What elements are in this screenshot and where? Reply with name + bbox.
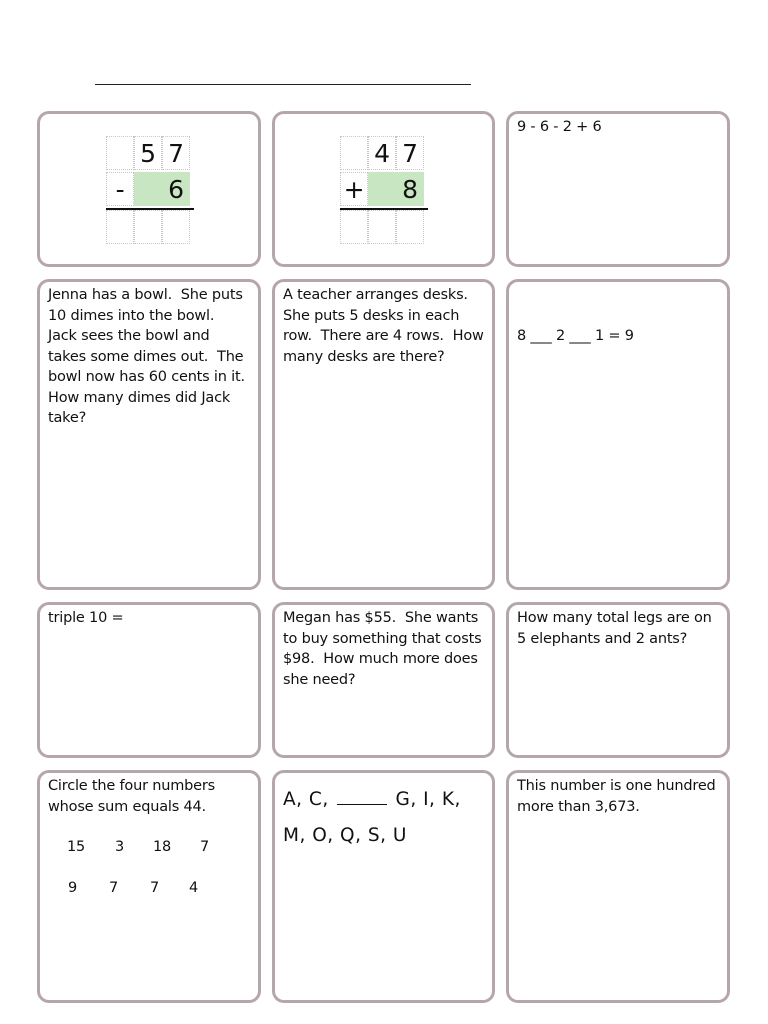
bottom-digit: 8	[402, 175, 418, 204]
problem-text: Megan has $55. She wants to buy something that costs $98. How much more does she need?	[283, 610, 486, 688]
number: 4	[189, 880, 199, 896]
number: 18	[153, 839, 172, 855]
problem-text: Circle the four numbers whose sum equals 44.	[48, 778, 220, 815]
problem-text: Jenna has a bowl. She puts 10 dimes into the bowl. Jack sees the bowl and takes some dimes out. The bowl now has 60 cents in it. How many dimes did Jack take?	[48, 287, 254, 426]
number: 7	[150, 880, 160, 896]
problem-text: triple 10 =	[48, 610, 124, 626]
problem-card-12	[506, 770, 730, 1003]
problem-card-6	[506, 279, 730, 590]
operator: +	[343, 175, 365, 204]
top-digit-tens: 4	[374, 139, 390, 168]
problem-text: A teacher arranges desks. She puts 5 desks in each row. There are 4 rows. How many desks are there?	[283, 287, 489, 365]
answer-rule	[106, 208, 194, 210]
letter-pattern	[283, 782, 484, 854]
problem-card-2	[272, 111, 495, 267]
addition-grid	[340, 136, 430, 246]
subtraction-grid	[106, 136, 196, 246]
problem-card-1	[37, 111, 261, 267]
problem-text: How many total legs are on 5 elephants and 2 ants?	[517, 610, 717, 647]
top-digit-ones: 7	[168, 139, 184, 168]
pattern-start: A, C,	[283, 789, 329, 810]
problem-text: This number is one hundred more than 3,673.	[517, 778, 720, 815]
bottom-digit: 6	[168, 175, 184, 204]
top-digit-ones: 7	[402, 139, 418, 168]
problem-card-3	[506, 111, 730, 267]
number: 9	[68, 880, 78, 896]
pattern-end: M, O, Q, S, U	[283, 825, 407, 846]
top-digit-tens: 5	[140, 139, 156, 168]
pattern-middle: G, I, K,	[395, 789, 461, 810]
problem-card-10	[37, 770, 261, 1003]
number: 3	[115, 839, 125, 855]
problem-card-4	[37, 279, 261, 590]
number: 7	[109, 880, 119, 896]
name-line	[95, 84, 471, 85]
answer-blank[interactable]	[337, 790, 387, 805]
problem-card-8	[272, 602, 495, 758]
problem-card-5	[272, 279, 495, 590]
problem-text: 8 ___ 2 ___ 1 = 9	[517, 328, 634, 344]
number: 7	[200, 839, 210, 855]
operator: -	[115, 175, 125, 204]
problem-card-7	[37, 602, 261, 758]
number: 15	[67, 839, 86, 855]
answer-rule	[340, 208, 428, 210]
problem-card-11	[272, 770, 495, 1003]
problem-text: 9 - 6 - 2 + 6	[517, 119, 602, 135]
problem-card-9	[506, 602, 730, 758]
